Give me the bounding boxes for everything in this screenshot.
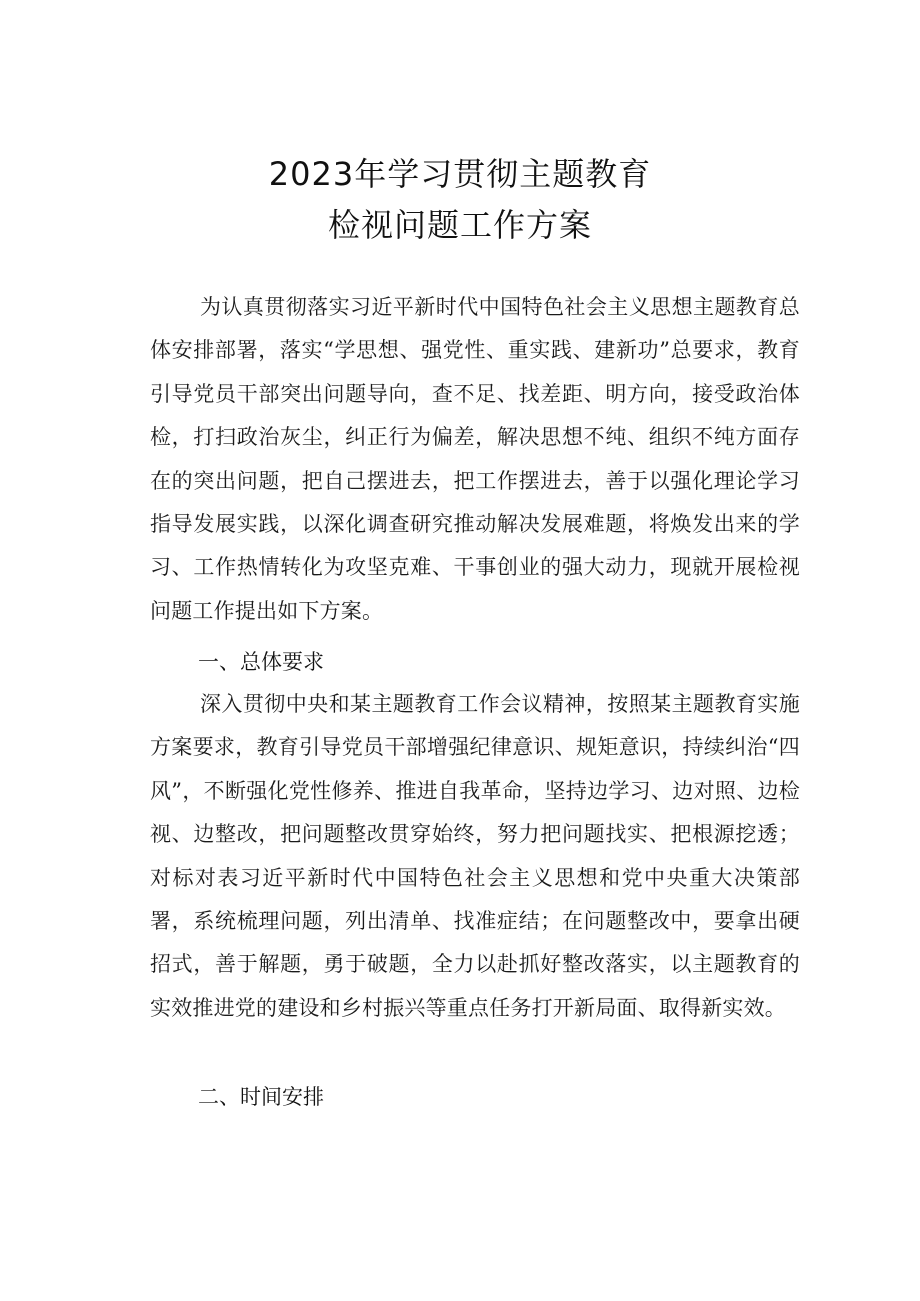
section-2-heading: 二、时间安排 [198, 1085, 324, 1109]
document-title-line-2: 检视问题工作方案 [327, 206, 592, 244]
document-title-line-1: 2023年学习贯彻主题教育 [268, 155, 652, 193]
section-1-heading: 一、总体要求 [198, 650, 324, 674]
section-1-paragraph: 深入贯彻中央和某主题教育工作会议精神，按照某主题教育实施方案要求，教育引导党员干部增强纪律意识、规矩意识，持续纠治“四风”，不断强化党性修养、推进自我革命，坚持边学习、边对照、边检视、边整改，把问题整改贯穿始终，努力把问题找实、把根源挖透；对标对表习近平新时代中国特色社会主义思想和党中央重大决策部署，系统梳理问题，列出清单、找准症结；在问题整改中，要拿出硬招式，善于解题，勇于破题，全力以赴抓好整改落实，以主题教育的实效推进党的建设和乡村振兴等重点任务打开新局面、取得新实效。 [150, 692, 800, 1020]
intro-paragraph: 为认真贯彻落实习近平新时代中国特色社会主义思想主题教育总体安排部署，落实“学思想、强党性、重实践、建新功”总要求，教育引导党员干部突出问题导向，查不足、找差距、明方向，接受政治体检，打扫政治灰尘，纠正行为偏差，解决思想不纯、组织不纯方面存在的突出问题，把自己摆进去，把工作摆进去，善于以强化理论学习指导发展实践，以深化调查研究推动解决发展难题，将焕发出来的学习、工作热情转化为攻坚克难、干事创业的强大动力，现就开展检视问题工作提出如下方案。 [150, 295, 800, 623]
